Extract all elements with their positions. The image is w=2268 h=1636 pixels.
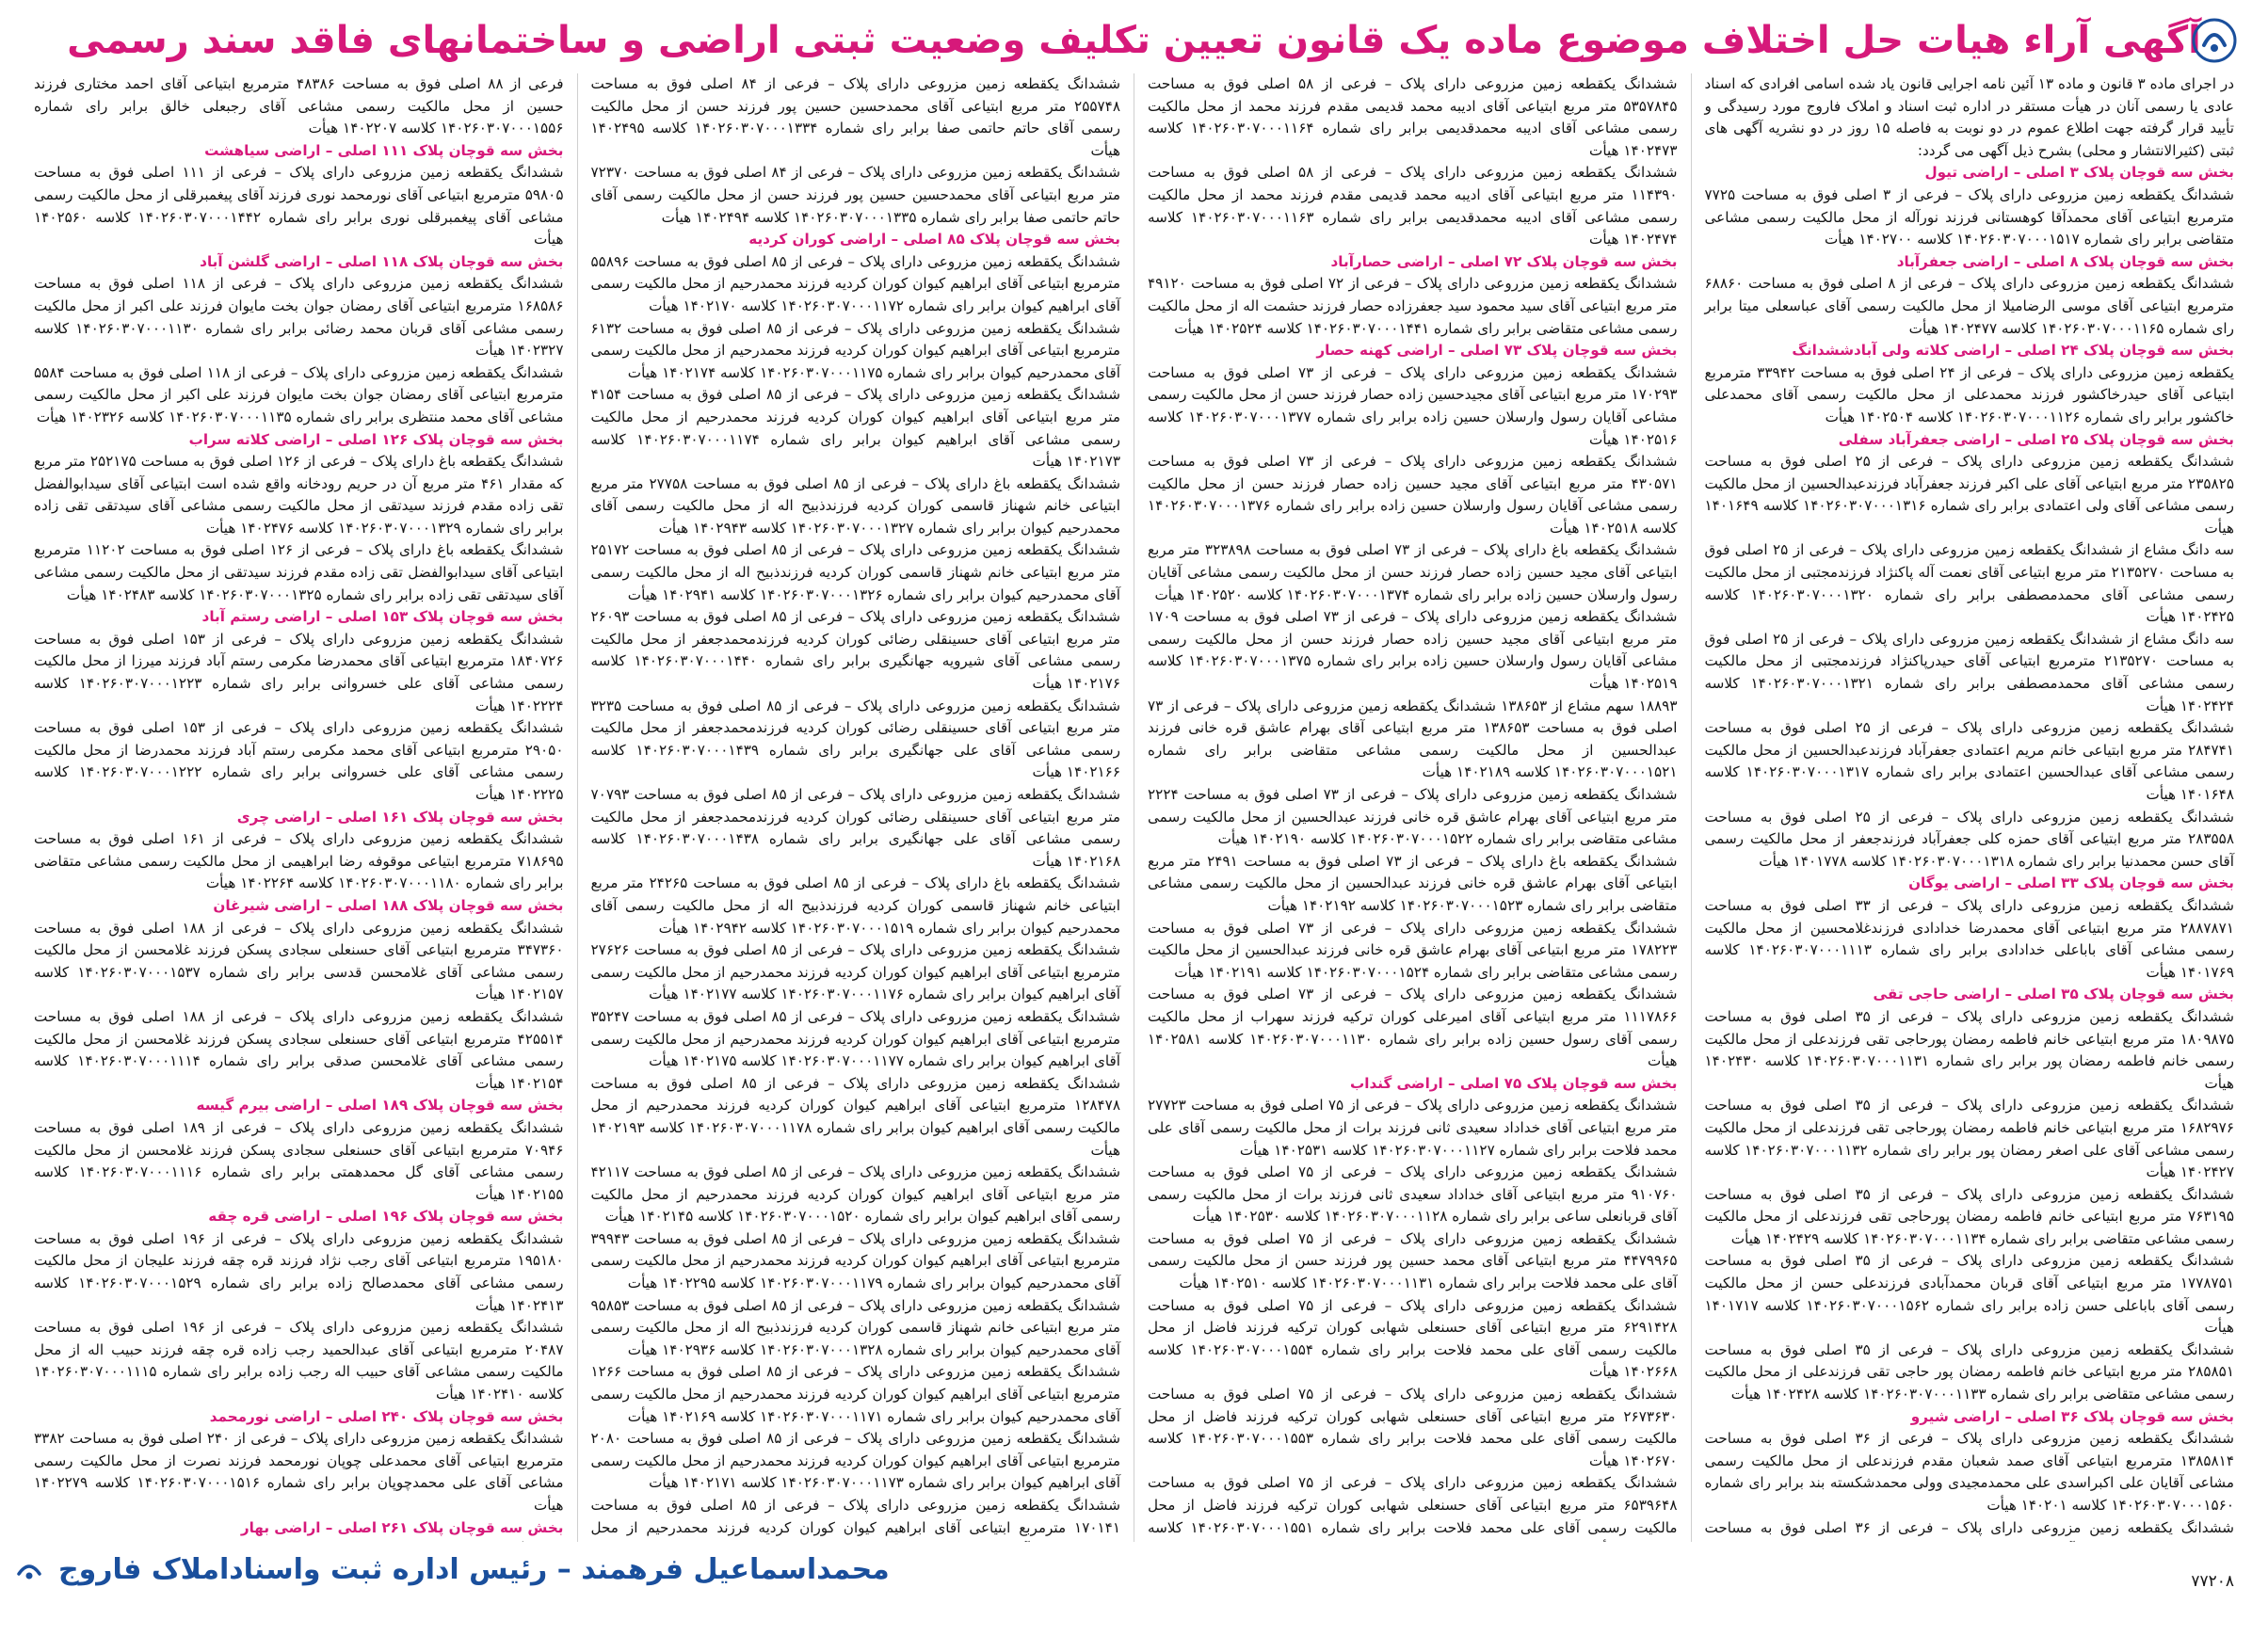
- notice-paragraph: ششدانگ یکقطعه زمین مزروعی دارای پلاک – فرعی از ۳۵ اصلی فوق به مساحت ۱۸۰۹۸۷۵ متر مربع ابتیاعی خانم فاطمه رمضان پورحاجی تقی فرزندعلی از محل مالکیت رسمی خانم فاطمه رمضان پور برابر رای شماره ۱۴۰۲۶۰۳۰۷۰۰۰۱۱۳۱ کلاسه ۱۴۰۲۴۳۰ هیأت: [1704, 1007, 2234, 1092]
- section-heading: بخش سه قوچان پلاک ۲۶۱ اصلی – اراضی بهار: [240, 1518, 564, 1536]
- notice-paragraph: ششدانگ یکقطعه زمین مزروعی دارای پلاک – فرعی از ۷۳ اصلی فوق به مساحت ۲۲۲۴ متر مربع ابتیاعی آقای بهرام عاشق قره خانی فرزند عبدالحسین از محل مالکیت رسمی مشاعی متقاضی برابر رای شماره ۱۴۰۲۶۰۳۰۷۰۰۰۱۵۲۲ کلاسه ۱۴۰۲۱۹۰ هیأت: [1148, 786, 1678, 848]
- notice-paragraph: ششدانگ یکقطعه زمین مزروعی دارای پلاک – فرعی از ۳ اصلی فوق به مساحت ۷۷۲۵ مترمربع ابتیاعی آقای محمدآقا کوهستانی فرزند نورآله از محل مالکیت رسمی مشاعی متقاضی برابر رای شماره ۱۴۰۲۶۰۳۰۷۰۰۰۱۵۱۷ کلاسه ۱۴۰۲۷۰۰ هیأت: [1704, 185, 2235, 249]
- notice-paragraph: ششدانگ یکقطعه زمین مزروعی دارای پلاک – فرعی از ۸۵ اصلی فوق به مساحت ۵۵۸۹۶ مترمربع ابتیاعی آقای ابراهیم کیوان کوران کردیه فرزند محمدرحیم از محل مالکیت رسمی آقای ابراهیم کیوان برابر رای شماره ۱۴۰۲۶۰۳۰۷۰۰۰۱۱۷۲ کلاسه ۱۴۰۲۱۷۰ هیأت: [590, 252, 1121, 314]
- notice-paragraph: ششدانگ یکقطعه باغ دارای پلاک – فرعی از ۷۳ اصلی فوق به مساحت ۲۴۹۱ متر مربع ابتیاعی آقای بهرام عاشق قره خانی فرزند عبدالحسین از محل مالکیت رسمی مشاعی متقاضی برابر رای شماره ۱۴۰۲۶۰۳۰۷۰۰۰۱۵۲۳ کلاسه ۱۴۰۲۱۹۲ هیأت: [1148, 852, 1678, 914]
- notice-paragraph: ۱۸۸۹۳ سهم مشاع از ۱۳۸۶۵۳ ششدانگ یکقطعه زمین مزروعی دارای پلاک – فرعی از ۷۳ اصلی فوق به مساحت ۱۳۸۶۵۳ متر مربع ابتیاعی آقای بهرام عاشق قره خانی فرزند عبدالحسین از محل مالکیت رسمی مشاعی متقاضی برابر رای شماره ۱۴۰۲۶۰۳۰۷۰۰۰۱۵۲۱ کلاسه ۱۴۰۲۱۸۹ هیأت: [1148, 697, 1678, 781]
- notice-paragraph: ششدانگ یکقطعه زمین مزروعی دارای پلاک – فرعی از ۷۵ اصلی فوق به مساحت ۹۱۰۷۶۰ متر مربع ابتیاعی آقای خداداد سعیدی ثانی فرزند برات از محل مالکیت رسمی آقای قربانعلی ساعی برابر رای شماره ۱۴۰۲۶۰۳۰۷۰۰۰۱۱۲۸ کلاسه ۱۴۰۲۵۳۰ هیأت: [1148, 1163, 1678, 1226]
- notice-paragraph: ششدانگ یکقطعه زمین مزروعی دارای پلاک – فرعی از ۸۵ اصلی فوق به مساحت ۲۰۸۰ مترمربع ابتیاعی آقای ابراهیم کیوان کوران کردیه فرزند محمدرحیم از محل مالکیت رسمی آقای ابراهیم کیوان برابر رای شماره ۱۴۰۲۶۰۳۰۷۰۰۰۱۱۷۳ کلاسه ۱۴۰۲۱۷۱ هیأت: [590, 1430, 1120, 1492]
- notice-paragraph: ششدانگ یکقطعه زمین مزروعی دارای پلاک – فرعی از ۸۴ اصلی فوق به مساحت ۷۲۳۷۰ متر مربع ابتیاعی آقای محمدحسین حسین پور فرزند حسن از محل مالکیت رسمی آقای حاتم حاتمی صفا برابر رای شماره ۱۴۰۲۶۰۳۰۷۰۰۰۱۳۳۵ کلاسه ۱۴۰۲۴۹۴ هیأت: [590, 164, 1121, 226]
- notice-paragraph: ششدانگ یکقطعه زمین مزروعی دارای پلاک – فرعی از ۳۵ اصلی فوق به مساحت ۲۸۵۸۵۱ متر مربع ابتیاعی خانم فاطمه رمضان پور حاجی تقی فرزندعلی از محل مالکیت رسمی مشاعی متقاضی برابر رای شماره ۱۴۰۲۶۰۳۰۷۰۰۰۱۱۳۳ کلاسه ۱۴۰۲۴۲۸ هیأت: [1704, 1340, 2234, 1403]
- notice-paragraph: ششدانگ یکقطعه زمین مزروعی دارای پلاک – فرعی از ۷۵ اصلی فوق به مساحت ۲۷۷۲۳ متر مربع ابتیاعی آقای خداداد سعیدی ثانی فرزند برات از محل مالکیت رسمی آقای علی محمد فلاحت برابر رای شماره ۱۴۰۲۶۰۳۰۷۰۰۰۱۱۲۷ کلاسه ۱۴۰۲۵۳۱ هیأت: [1148, 1097, 1678, 1159]
- notice-paragraph: ششدانگ یکقطعه زمین مزروعی دارای پلاک – فرعی از ۷۳ اصلی فوق به مساحت ۴۳۰۵۷۱ متر مربع ابتیاعی آقای مجید حسین زاده حصار فرزند حسن از محل مالکیت رسمی مشاعی آقایان رسول وارسلان حسین زاده برابر رای شماره ۱۴۰۲۶۰۳۰۷۰۰۰۱۳۷۶ کلاسه ۱۴۰۲۵۱۸ هیأت: [1148, 453, 1678, 537]
- notice-paragraph: ششدانگ یکقطعه زمین مزروعی دارای پلاک – فرعی از ۸۵ اصلی فوق به مساحت ۴۱۵۴ متر مربع ابتیاعی آقای ابراهیم کیوان کوران کردیه فرزند محمدرحیم از محل مالکیت رسمی مشاعی آقای ابراهیم کیوان برابر رای شماره ۱۴۰۲۶۰۳۰۷۰۰۰۱۱۷۴ کلاسه ۱۴۰۲۱۷۳ هیأت: [590, 386, 1120, 471]
- notice-paragraph: یکقطعه زمین مزروعی دارای پلاک – فرعی از ۲۴ اصلی فوق به مساحت ۳۳۹۴۲ مترمربع ابتیاعی آقای حیدرخاکشور فرزند محمدعلی از محل مالکیت رسمی آقای محمدعلی خاکشور برابر رای شماره ۱۴۰۲۶۰۳۰۷۰۰۰۱۱۲۶ کلاسه ۱۴۰۲۵۰۴ هیأت: [1704, 363, 2234, 425]
- notice-columns: [21, 73, 2247, 1542]
- notice-paragraph: فرعی از ۸۸ اصلی فوق به مساحت ۴۸۳۸۶ مترمربع ابتیاعی آقای احمد مختاری فرزند حسین از محل مالکیت رسمی مشاعی آقای رجبعلی خالق برابر رای شماره ۱۴۰۲۶۰۳۰۷۰۰۰۱۵۵۶ کلاسه ۱۴۰۲۲۰۷ هیأت: [34, 75, 564, 137]
- notice-column: [21, 73, 577, 1542]
- notice-paragraph: ششدانگ یکقطعه زمین مزروعی دارای پلاک – فرعی از ۵۸ اصلی فوق به مساحت ۱۱۴۳۹۰ متر مربع ابتیاعی آقای ادیبه محمد قدیمی مقدم فرزند محمد از محل مالکیت رسمی مشاعی آقای ادیبه محمدقدیمی برابر رای شماره ۱۴۰۲۶۰۳۰۷۰۰۰۱۱۶۳ کلاسه ۱۴۰۲۴۷۴ هیأت: [1148, 164, 1678, 249]
- section-heading: بخش سه قوچان پلاک ۲۵ اصلی – اراضی جعفرآباد سفلی: [1838, 430, 2234, 448]
- notice-paragraph: ششدانگ یکقطعه زمین مزروعی دارای پلاک – فرعی از ۱۵۳ اصلی فوق به مساحت ۲۹۰۵۰ مترمربع ابتیاعی آقای محمد مکرمی رستم آباد فرزند محمدرضا از محل مالکیت رسمی مشاعی آقای علی خسروانی برابر رای شماره ۱۴۰۲۶۰۳۰۷۰۰۰۱۲۲۲ کلاسه ۱۴۰۲۲۲۵ هیأت: [34, 719, 564, 803]
- notice-paragraph: ششدانگ یکقطعه زمین مزروعی دارای پلاک – فرعی از ۸۴ اصلی فوق به مساحت ۲۵۵۷۴۸ متر مربع ابتیاعی آقای محمدحسین حسین پور فرزند حسن از محل مالکیت رسمی آقای حاتم حاتمی صفا برابر رای شماره ۱۴۰۲۶۰۳۰۷۰۰۰۱۳۳۴ کلاسه ۱۴۰۲۴۹۵ هیأت: [590, 75, 1120, 159]
- notice-paragraph: ششدانگ یکقطعه زمین مزروعی دارای پلاک – فرعی از ۸۵ اصلی فوق به مساحت ۹۵۸۵۳ متر مربع ابتیاعی خانم شهناز قاسمی کوران کردیه فرزندذبیح اله از محل مالکیت رسمی آقای محمدرحیم کیوان برابر رای شماره ۱۴۰۲۶۰۳۰۷۰۰۰۱۳۲۸ کلاسه ۱۴۰۲۹۳۶ هیأت: [590, 1296, 1121, 1358]
- notice-paragraph: ششدانگ یکقطعه زمین مزروعی دارای پلاک – فرعی از ۷۳ اصلی فوق به مساحت ۱۷۰۲۹۳ متر مربع ابتیاعی آقای مجیدحسین زاده حصار فرزند حسن از محل مالکیت رسمی مشاعی آقایان رسول وارسلان حسین زاده برابر رای شماره ۱۴۰۲۶۰۳۰۷۰۰۰۱۳۷۷ کلاسه ۱۴۰۲۵۱۶ هیأت: [1148, 363, 1678, 448]
- notice-paragraph: ششدانگ یکقطعه زمین مزروعی دارای پلاک – فرعی از ۳۵ اصلی فوق به مساحت ۷۶۳۱۹۵ متر مربع ابتیاعی خانم فاطمه رمضان پورحاجی تقی فرزندعلی از محل مالکیت رسمی مشاعی متقاضی برابر رای شماره ۱۴۰۲۶۰۳۰۷۰۰۰۱۱۳۴ کلاسه ۱۴۰۲۴۲۹ هیأت: [1704, 1185, 2234, 1247]
- notice-paragraph: ششدانگ یکقطعه زمین مزروعی دارای پلاک – فرعی از ۵۸ اصلی فوق به مساحت ۵۳۵۷۸۴۵ متر مربع ابتیاعی آقای ادیبه محمد قدیمی مقدم فرزند محمد از محل مالکیت رسمی مشاعی آقای ادیبه محمدقدیمی برابر رای شماره ۱۴۰۲۶۰۳۰۷۰۰۰۱۱۶۴ کلاسه ۱۴۰۲۴۷۳ هیأت: [1148, 75, 1678, 159]
- notice-header: [21, 13, 2247, 68]
- section-heading: بخش سه قوچان پلاک ۸۵ اصلی – اراضی کوران کردیه: [748, 231, 1120, 249]
- notice-paragraph: ششدانگ یکقطعه زمین مزروعی دارای پلاک – فرعی از ۱۸۸ اصلی فوق به مساحت ۳۴۷۳۶۰ مترمربع ابتیاعی آقای حسنعلی سجادی پسکن فرزند غلامحسن از محل مالکیت رسمی مشاعی آقای غلامحسن قدسی برابر رای شماره ۱۴۰۲۶۰۳۰۷۰۰۰۱۵۳۷ کلاسه ۱۴۰۲۱۵۷ هیأت: [34, 919, 564, 1003]
- notice-paragraph: ششدانگ یکقطعه زمین مزروعی دارای پلاک – فرعی از ۸۵ اصلی فوق به مساحت ۱۲۶۶ مترمربع ابتیاعی آقای ابراهیم کیوان کوران کردیه فرزند محمدرحیم از محل مالکیت رسمی آقای محمدرحیم کیوان برابر رای شماره ۱۴۰۲۶۰۳۰۷۰۰۰۱۱۷۱ کلاسه ۱۴۰۲۱۶۹ هیأت: [590, 1363, 1120, 1425]
- section-heading: بخش سه قوچان پلاک ۱۸۹ اصلی – اراضی بیرم گیسه: [196, 1097, 564, 1115]
- notice-paragraph: ششدانگ یکقطعه زمین مزروعی دارای پلاک – فرعی از ۱۸۸ اصلی فوق به مساحت ۴۲۵۵۱۴ مترمربع ابتیاعی آقای حسنعلی سجادی پسکن فرزند غلامحسن از محل مالکیت رسمی مشاعی آقای غلامحسن صدقی برابر رای شماره ۱۴۰۲۶۰۳۰۷۰۰۰۱۱۱۴ کلاسه ۱۴۰۲۱۵۴ هیأت: [34, 1007, 564, 1092]
- notice-paragraph: ششدانگ یکقطعه زمین مزروعی دارای پلاک – فرعی از ۳۶ اصلی فوق به مساحت ۱۳۸۵۸۱۴ مترمربع ابتیاعی آقای صمد شعبان مقدم فرزندعلی از محل مالکیت رسمی مشاعی آقایان علی اکبراسدی علی محمدمجیدی وولی محمدشکسته بند برابر رای شماره ۱۴۰۲۶۰۳۰۷۰۰۰۱۵۶۰ کلاسه ۱۴۰۲۰۱ هیأت: [1704, 1430, 2234, 1514]
- notice-column: [577, 73, 1134, 1542]
- notice-paragraph: ششدانگ یکقطعه باغ دارای پلاک – فرعی از ۸۵ اصلی فوق به مساحت ۲۴۲۶۵ متر مربع ابتیاعی خانم شهناز قاسمی کوران کردیه فرزندذبیح اله از محل مالکیت رسمی آقای محمدرحیم کیوان برابر رای شماره ۱۴۰۲۶۰۳۰۷۰۰۰۱۵۱۹ کلاسه ۱۴۰۲۹۴۲ هیأت: [590, 874, 1120, 937]
- notice-paragraph: ششدانگ یکقطعه زمین مزروعی دارای پلاک – فرعی از ۳۵ اصلی فوق به مساحت ۱۶۸۲۹۷۶ متر مربع ابتیاعی خانم فاطمه رمضان پورحاجی تقی فرزندعلی از محل مالکیت رسمی مشاعی آقای علی اصغر رمضان پور برابر رای شماره ۱۴۰۲۶۰۳۰۷۰۰۰۱۱۳۲ کلاسه ۱۴۰۲۴۲۷ هیأت: [1704, 1097, 2234, 1181]
- notice-paragraph: ششدانگ یکقطعه زمین مزروعی دارای پلاک – فرعی از ۲۵ اصلی فوق به مساحت ۲۸۳۵۵۸ متر مربع ابتیاعی آقای حمزه کلی جعفرآباد فرزندجعفر از محل مالکیت رسمی آقای حسن محمدنیا برابر رای شماره ۱۴۰۲۶۰۳۰۷۰۰۰۱۳۱۸ کلاسه ۱۴۰۱۷۷۸ هیأت: [1704, 808, 2234, 870]
- notice-paragraph: ششدانگ یکقطعه زمین مزروعی دارای پلاک – فرعی از ۷۲ اصلی فوق به مساحت ۴۹۱۲۰ متر مربع ابتیاعی آقای سید محمود سید جعفرزاده حصار فرزند حشمت اله از محل مالکیت رسمی مشاعی متقاضی برابر رای شماره ۱۴۰۲۶۰۳۰۷۰۰۰۱۴۴۱ کلاسه ۱۴۰۲۵۲۴ هیأت: [1148, 275, 1678, 337]
- notice-paragraph: سه دانگ مشاع از ششدانگ یکقطعه زمین مزروعی دارای پلاک – فرعی از ۲۵ اصلی فوق به مساحت ۲۱۳۵۲۷۰ متر مربع ابتیاعی آقای نعمت آله پاکنژاد فرزندمجتبی از محل مالکیت رسمی مشاعی آقای محمدمصطفی برابر رای شماره ۱۴۰۲۶۰۳۰۷۰۰۰۱۳۲۰ کلاسه ۱۴۰۲۴۲۵ هیأت: [1704, 541, 2234, 626]
- notice-paragraph: ششدانگ یکقطعه زمین مزروعی دارای پلاک – فرعی از ۷۵ اصلی فوق به مساحت ۶۵۳۹۶۴۸ متر مربع ابتیاعی آقای حسنعلی شهابی کوران ترکیه فرزند فاضل از محل مالکیت رسمی آقای علی محمد فلاحت برابر رای شماره ۱۴۰۲۶۰۳۰۷۰۰۰۱۵۵۱ کلاسه: [1148, 1474, 1678, 1536]
- section-heading: بخش سه قوچان پلاک ۱۸۸ اصلی – اراضی شیرغان: [213, 896, 564, 914]
- notice-paragraph: ششدانگ یکقطعه زمین مزروعی دارای پلاک – فرعی از ۸۵ اصلی فوق به مساحت ۴۲۱۱۷ متر مربع ابتیاعی آقای ابراهیم کیوان کوران کردیه فرزند محمدرحیم از محل مالکیت رسمی آقای ابراهیم کیوان برابر رای شماره ۱۴۰۲۶۰۳۰۷۰۰۰۱۵۲۰ کلاسه ۱۴۰۲۱۴۵ هیأت: [590, 1163, 1121, 1226]
- notice-title: آگهی آراء هیات حل اختلاف موضوع ماده یک قانون تعیین تکلیف وضعیت ثبتی اراضی و ساختمانهای فاقد سند رسمی: [67, 19, 2201, 62]
- notice-paragraph: ششدانگ یکقطعه زمین مزروعی دارای پلاک – فرعی از ۳۳ اصلی فوق به مساحت ۲۸۸۷۸۷۱ متر مربع ابتیاعی آقای محمدرضا خدادادی فرزندغلامحسین از محل مالکیت رسمی مشاعی آقای باباعلی خدادادی برابر رای شماره ۱۴۰۲۶۰۳۰۷۰۰۰۱۱۱۳ کلاسه ۱۴۰۱۷۶۹ هیأت: [1704, 896, 2234, 981]
- notice-paragraph: ششدانگ یکقطعه زمین مزروعی دارای پلاک – فرعی از ۸ اصلی فوق به مساحت ۶۸۸۶۰ مترمربع ابتیاعی آقای موسی الرضامیلا از محل مالکیت رسمی آقای عباسعلی میتا برابر رای شماره ۱۴۰۲۶۰۳۰۷۰۰۰۱۱۶۵ کلاسه ۱۴۰۲۴۷۷ هیأت: [1704, 275, 2234, 337]
- notice-paragraph: ششدانگ یکقطعه زمین مزروعی دارای پلاک – فرعی از ۱۶۱ اصلی فوق به مساحت ۷۱۸۶۹۵ مترمربع ابتیاعی موقوفه رضا ابراهیمی از محل مالکیت رسمی مشاعی متقاضی برابر رای شماره ۱۴۰۲۶۰۳۰۷۰۰۰۱۱۸۰ کلاسه ۱۴۰۲۲۶۴ هیأت: [34, 830, 564, 892]
- notice-paragraph: ششدانگ یکقطعه باغ دارای پلاک – فرعی از ۷۳ اصلی فوق به مساحت ۳۲۳۸۹۸ متر مربع ابتیاعی آقای مجید حسین زاده حصار فرزند حسن از محل مالکیت رسمی مشاعی آقایان رسول وارسلان حسین زاده برابر رای شماره ۱۴۰۲۶۰۳۰۷۰۰۰۱۳۷۴ کلاسه ۱۴۰۲۵۲۰ هیأت: [1148, 541, 1678, 603]
- notice-paragraph: ششدانگ یکقطعه زمین مزروعی دارای پلاک – فرعی از ۷۳ اصلی فوق به مساحت ۱۷۸۲۲۳ متر مربع ابتیاعی آقای بهرام عاشق قره خانی فرزند عبدالحسین از محل مالکیت رسمی مشاعی متقاضی برابر رای شماره ۱۴۰۲۶۰۳۰۷۰۰۰۱۵۲۴ کلاسه ۱۴۰۲۱۹۱ هیأت: [1148, 919, 1678, 981]
- notice-paragraph: ششدانگ یکقطعه زمین مزروعی دارای پلاک – فرعی از ۸۵ اصلی فوق به مساحت ۷۰۷۹۳ متر مربع ابتیاعی آقای حسینقلی رضائی کوران کردیه فرزندمحمدجعفر از محل مالکیت رسمی مشاعی آقای علی جهانگیری برابر رای شماره ۱۴۰۲۶۰۳۰۷۰۰۰۱۴۳۸ کلاسه ۱۴۰۲۱۶۸ هیأت: [590, 786, 1121, 870]
- notice-paragraph: ششدانگ یکقطعه زمین مزروعی دارای پلاک – فرعی از ۲۵ اصلی فوق به مساحت ۲۳۵۸۲۵ متر مربع ابتیاعی آقای علی اکبر فرزند جعفرآباد فرزندعبدالحسین از محل مالکیت رسمی مشاعی آقای ولی اعتمادی برابر رای شماره ۱۴۰۲۶۰۳۰۷۰۰۰۱۳۱۶ کلاسه ۱۴۰۱۶۴۹ هیأت: [1704, 453, 2234, 537]
- section-heading: بخش سه قوچان پلاک ۸ اصلی – اراضی جعفرآباد: [1896, 252, 2234, 270]
- notice-paragraph: ششدانگ یکقطعه زمین مزروعی دارای پلاک – فرعی از ۷۵ اصلی فوق به مساحت ۴۴۷۹۹۶۵ متر مربع ابتیاعی آقای محمد حسین پور فرزند حسن از محل مالکیت رسمی آقای علی محمد فلاحت برابر رای شماره ۱۴۰۲۶۰۳۰۷۰۰۰۱۱۳۱ کلاسه ۱۴۰۲۵۱۰ هیأت: [1148, 1229, 1678, 1292]
- notice-column: [1134, 73, 1691, 1542]
- section-heading: بخش سه قوچان پلاک ۱۱۸ اصلی – اراضی گلشن آباد: [200, 252, 564, 270]
- notice-paragraph: ششدانگ یکقطعه زمین مزروعی دارای پلاک – فرعی از ۸۵ اصلی فوق به مساحت ۲۶۰۹۳ متر مربع ابتیاعی آقای حسینقلی رضائی کوران کردیه فرزندمحمدجعفر از محل مالکیت رسمی مشاعی آقای شیرویه جهانگیری برابر رای شماره ۱۴۰۲۶۰۳۰۷۰۰۰۱۴۴۰ کلاسه ۱۴۰۲۱۷۶ هیأت: [590, 608, 1121, 693]
- notice-paragraph: ششدانگ یکقطعه زمین مزروعی دارای پلاک – فرعی از ۱۹۶ اصلی فوق به مساحت ۲۰۴۸۷ مترمربع ابتیاعی آقای عبدالحمید رجب زاده قره چقه فرزند حبیب اله از محل مالکیت رسمی مشاعی آقای حبیب اله رجب زاده برابر رای شماره ۱۴۰۲۶۰۳۰۷۰۰۰۱۱۱۵ کلاسه ۱۴۰۲۴۱۰ هیأت: [34, 1319, 564, 1403]
- section-heading: بخش سه قوچان پلاک ۳۳ اصلی – اراضی یوگان: [1908, 874, 2234, 892]
- notice-paragraph: [34, 1539, 564, 1542]
- section-heading: بخش سه قوچان پلاک ۷۳ اصلی – اراضی کهنه حصار: [1316, 342, 1678, 360]
- section-heading: بخش سه قوچان پلاک ۲۴۰ اصلی – اراضی نورمحمد: [209, 1407, 564, 1425]
- notice-paragraph: ششدانگ یکقطعه زمین مزروعی دارای پلاک – فرعی از ۱۱۸ اصلی فوق به مساحت ۵۵۸۴ مترمربع ابتیاعی آقای رمضان جوان بخت مایوان فرزند علی اکبر از محل مالکیت رسمی مشاعی آقای محمد منتظری برابر رای شماره ۱۴۰۲۶۰۳۰۷۰۰۰۱۱۳۵ کلاسه ۱۴۰۲۳۲۶ هیأت: [34, 363, 564, 425]
- notice-paragraph: ششدانگ یکقطعه زمین مزروعی دارای پلاک – فرعی از ۸۵ اصلی فوق به مساحت ۲۷۶۲۶ مترمربع ابتیاعی آقای ابراهیم کیوان کوران کردیه فرزند محمدرحیم از محل مالکیت رسمی آقای ابراهیم کیوان برابر رای شماره ۱۴۰۲۶۰۳۰۷۰۰۰۱۱۷۶ کلاسه ۱۴۰۲۱۷۷ هیأت: [590, 941, 1121, 1003]
- notice-paragraph: ششدانگ یکقطعه زمین مزروعی دارای پلاک – فرعی از ۱۱۱ اصلی فوق به مساحت ۵۹۸۰۵ مترمربع ابتیاعی آقای نورمحمد نوری فرزند آقای پیغمبرقلی از محل مالکیت رسمی مشاعی آقای پیغمبرقلی نوری برابر رای شماره ۱۴۰۲۶۰۳۰۷۰۰۰۱۴۴۲ کلاسه ۱۴۰۲۵۶۰ هیأت: [34, 164, 564, 249]
- notice-paragraph: ششدانگ یکقطعه زمین مزروعی دارای پلاک – فرعی از ۷۵ اصلی فوق به مساحت ۲۶۷۳۶۳۰ متر مربع ابتیاعی آقای حسنعلی شهابی کوران ترکیه فرزند فاضل از محل مالکیت رسمی آقای علی محمد فلاحت برابر رای شماره ۱۴۰۲۶۰۳۰۷۰۰۰۱۵۵۳ کلاسه ۱۴۰۲۶۷۰ هیأت: [1148, 1386, 1678, 1469]
- section-heading: بخش سه قوچان پلاک ۱۹۶ اصلی – اراضی قره چقه: [208, 1208, 564, 1226]
- section-heading: بخش سه قوچان پلاک ۱۲۶ اصلی – اراضی کلاته سراب: [188, 430, 564, 448]
- notice-paragraph: ششدانگ یکقطعه زمین مزروعی دارای پلاک – فرعی از ۸۵ اصلی فوق به مساحت ۳۲۳۵ متر مربع ابتیاعی آقای حسینقلی رضائی کوران کردیه فرزندمحمدجعفر از محل مالکیت رسمی مشاعی آقای علی جهانگیری برابر رای شماره ۱۴۰۲۶۰۳۰۷۰۰۰۱۴۳۹ کلاسه ۱۴۰۲۱۶۶ هیأت: [590, 697, 1120, 781]
- notice-paragraph: ششدانگ یکقطعه باغ دارای پلاک – فرعی از ۸۵ اصلی فوق به مساحت ۲۷۷۵۸ متر مربع ابتیاعی خانم شهناز قاسمی کوران کردیه فرزندذبیح اله از محل مالکیت رسمی آقای محمدرحیم کیوان برابر رای شماره ۱۴۰۲۶۰۳۰۷۰۰۰۱۳۲۷ کلاسه ۱۴۰۲۹۴۳ هیأت: [590, 474, 1120, 537]
- section-heading: بخش سه قوچان پلاک ۳۵ اصلی – اراضی حاجی تقی: [1873, 986, 2234, 1003]
- notice-paragraph: ششدانگ یکقطعه زمین مزروعی دارای پلاک – فرعی از ۷۳ اصلی فوق به مساحت ۱۱۱۷۸۶۶ متر مربع ابتیاعی آقای امیرعلی کوران ترکیه فرزند سهراب از محل مالکیت رسمی آقای رسول حسین زاده برابر رای شماره ۱۴۰۲۶۰۳۰۷۰۰۰۱۱۳۰ کلاسه ۱۴۰۲۵۸۱ هیأت: [1148, 986, 1678, 1070]
- section-heading: بخش سه قوچان پلاک ۱۶۱ اصلی – اراضی چری: [236, 808, 564, 826]
- notice-paragraph: ششدانگ یکقطعه زمین مزروعی دارای پلاک – فرعی از ۸۵ اصلی فوق به مساحت ۳۹۹۴۳ مترمربع ابتیاعی آقای ابراهیم کیوان کوران کردیه فرزند محمدرحیم از محل مالکیت رسمی آقای محمدرحیم کیوان برابر رای شماره ۱۴۰۲۶۰۳۰۷۰۰۰۱۱۷۹ کلاسه ۱۴۰۲۲۹۵ هیأت: [590, 1229, 1121, 1292]
- notice-paragraph: ششدانگ یکقطعه زمین مزروعی دارای پلاک – فرعی از ۷۳ اصلی فوق به مساحت ۱۷۰۹ متر مربع ابتیاعی آقای مجید حسین زاده حصار فرزند حسن از محل مالکیت رسمی مشاعی آقایان رسول وارسلان حسین زاده برابر رای شماره ۱۴۰۲۶۰۳۰۷۰۰۰۱۳۷۵ کلاسه ۱۴۰۲۵۱۹ هیأت: [1148, 608, 1678, 693]
- registry-logo-icon: [2191, 17, 2238, 64]
- notice-paragraph: ششدانگ یکقطعه زمین مزروعی دارای پلاک – فرعی از ۸۵ اصلی فوق به مساحت ۱۲۸۴۷۸ مترمربع ابتیاعی آقای ابراهیم کیوان کوران کردیه فرزند محمدرحیم از محل مالکیت رسمی آقای ابراهیم کیوان برابر رای شماره ۱۴۰۲۶۰۳۰۷۰۰۰۱۱۷۸ کلاسه ۱۴۰۲۱۹۳ هیأت: [590, 1074, 1120, 1159]
- notice-paragraph: ششدانگ یکقطعه زمین مزروعی دارای پلاک – فرعی از ۳۶ اصلی فوق به مساحت: [1704, 1518, 2234, 1536]
- notice-column: [1691, 73, 2248, 1542]
- notice-paragraph: ششدانگ یکقطعه زمین مزروعی دارای پلاک – فرعی از ۱۵۳ اصلی فوق به مساحت ۱۸۴۰۷۲۶ مترمربع ابتیاعی آقای محمدرضا مکرمی رستم آباد فرزند میرزا از محل مالکیت رسمی مشاعی آقای علی خسروانی برابر رای شماره ۱۴۰۲۶۰۳۰۷۰۰۰۱۲۲۳ کلاسه ۱۴۰۲۲۲۴ هیأت: [34, 630, 564, 714]
- notice-paragraph: ششدانگ یکقطعه زمین مزروعی دارای پلاک – فرعی از ۸۵ اصلی فوق به مساحت ۱۷۰۱۴۱ مترمربع ابتیاعی آقای ابراهیم کیوان کوران کردیه فرزند محمدرحیم از محل: [590, 1497, 1120, 1536]
- notice-paragraph: سه دانگ مشاع از ششدانگ یکقطعه زمین مزروعی دارای پلاک – فرعی از ۲۵ اصلی فوق به مساحت ۲۱۳۵۲۷۰ مترمربع ابتیاعی آقای حیدرپاکنژاد فرزندمجتبی از محل مالکیت رسمی مشاعی آقای محمدمصطفی برابر رای شماره ۱۴۰۲۶۰۳۰۷۰۰۰۱۳۲۱ کلاسه ۱۴۰۲۴۲۴ هیأت: [1704, 630, 2234, 714]
- notice-paragraph: ششدانگ یکقطعه زمین مزروعی دارای پلاک – فرعی از ۲۵ اصلی فوق به مساحت ۲۸۴۷۴۱ متر مربع ابتیاعی خانم مریم اعتمادی جعفرآباد فرزندعبدالحسین از محل مالکیت رسمی مشاعی آقای عبدالحسین اعتمادی برابر رای شماره ۱۴۰۲۶۰۳۰۷۰۰۰۱۳۱۷ کلاسه ۱۴۰۱۶۴۸ هیأت: [1704, 719, 2234, 803]
- section-heading: بخش سه قوچان پلاک ۷۲ اصلی – اراضی حصارآباد: [1330, 252, 1678, 270]
- notice-paragraph: ششدانگ یکقطعه زمین مزروعی دارای پلاک – فرعی از ۸۵ اصلی فوق به مساحت ۲۵۱۷۲ متر مربع ابتیاعی خانم شهناز قاسمی کوران کردیه فرزندذبیح اله از محل مالکیت رسمی آقای محمدرحیم کیوان برابر رای شماره ۱۴۰۲۶۰۳۰۷۰۰۰۱۳۲۶ کلاسه ۱۴۰۲۹۴۱ هیأت: [590, 541, 1121, 603]
- registry-emblem-icon: [15, 1557, 43, 1585]
- publication-number: ۷۷۲۰۸: [2191, 1572, 2234, 1591]
- notice-paragraph: ششدانگ یکقطعه زمین مزروعی دارای پلاک – فرعی از ۱۹۶ اصلی فوق به مساحت ۱۹۵۱۸۰ مترمربع ابتیاعی آقای رجب نژاد فرزند قره چقه فرزند علیجان از محل مالکیت رسمی مشاعی آقای محمدصالح زاده برابر رای شماره ۱۴۰۲۶۰۳۰۷۰۰۰۱۵۲۹ کلاسه ۱۴۰۲۴۱۳ هیأت: [34, 1229, 564, 1314]
- notice-paragraph: ششدانگ یکقطعه زمین مزروعی دارای پلاک – فرعی از ۸۵ اصلی فوق به مساحت ۳۵۲۴۷ مترمربع ابتیاعی آقای ابراهیم کیوان کوران کردیه فرزند محمدرحیم از محل مالکیت رسمی آقای ابراهیم کیوان برابر رای شماره ۱۴۰۲۶۰۳۰۷۰۰۰۱۱۷۷ کلاسه ۱۴۰۲۱۷۵ هیأت: [590, 1007, 1121, 1070]
- notice-paragraph: ششدانگ یکقطعه باغ دارای پلاک – فرعی از ۱۲۶ اصلی فوق به مساحت ۲۵۲۱۷۵ متر مربع که مقدار ۴۶۱ متر مربع آن در حریم رودخانه واقع شده است ابتیاعی آقای سیدابوالفضل تقی زاده مقدم فرزند سیدتقی از محل مالکیت رسمی مشاعی آقای سیدتقی تقی زاده برابر رای شماره ۱۴۰۲۶۰۳۰۷۰۰۰۱۳۲۹ کلاسه ۱۴۰۲۴۷۶ هیأت: [34, 453, 564, 537]
- notice-paragraph: ششدانگ یکقطعه زمین مزروعی دارای پلاک – فرعی از ۱۱۸ اصلی فوق به مساحت ۱۶۸۵۸۶ مترمربع ابتیاعی آقای رمضان جوان بخت مایوان فرزند علی اکبر از محل مالکیت رسمی مشاعی آقای قربان محمد رضائی برابر رای شماره ۱۴۰۲۶۰۳۰۷۰۰۰۱۱۳۰ کلاسه ۱۴۰۲۳۲۷ هیأت: [34, 275, 564, 360]
- notice-paragraph: ششدانگ یکقطعه زمین مزروعی دارای پلاک – فرعی از ۸۵ اصلی فوق به مساحت ۶۱۳۲ مترمربع ابتیاعی آقای ابراهیم کیوان کوران کردیه فرزند محمدرحیم از محل مالکیت رسمی آقای محمدرحیم کیوان برابر رای شماره ۱۴۰۲۶۰۳۰۷۰۰۰۱۱۷۵ کلاسه ۱۴۰۲۱۷۴ هیأت: [590, 319, 1120, 381]
- notice-footer: [21, 1551, 2247, 1608]
- section-heading: بخش سه قوچان پلاک ۱۱۱ اصلی – اراضی سیاهشت: [204, 141, 564, 159]
- section-heading: بخش سه قوچان پلاک ۱۵۳ اصلی – اراضی رستم آباد: [201, 608, 564, 626]
- section-heading: بخش سه قوچان پلاک ۷۵ اصلی – اراضی گنداب: [1350, 1074, 1678, 1092]
- signature: محمداسماعیل فرهمند – رئیس اداره ثبت واسناداملاک فاروج: [58, 1553, 890, 1586]
- section-heading: بخش سه قوچان پلاک ۲۴ اصلی – اراضی کلاته ولی آبادششدانگ: [1792, 342, 2234, 360]
- notice-paragraph: ششدانگ یکقطعه باغ دارای پلاک – فرعی از ۱۲۶ اصلی فوق به مساحت ۱۱۲۰۲ مترمربع ابتیاعی آقای سیدابوالفضل تقی زاده مقدم فرزند سیدتقی از محل مالکیت رسمی مشاعی آقای سیدتقی تقی زاده برابر رای شماره ۱۴۰۲۶۰۳۰۷۰۰۰۱۳۲۵ کلاسه ۱۴۰۲۴۸۳ هیأت: [34, 541, 564, 603]
- notice-paragraph: ششدانگ یکقطعه زمین مزروعی دارای پلاک – فرعی از ۲۴۰ اصلی فوق به مساحت ۳۳۸۲ مترمربع ابتیاعی آقای محمدعلی چوپان نورمحمد فرزند نصرت از محل مالکیت رسمی مشاعی آقای علی محمدچوپان برابر رای شماره ۱۴۰۲۶۰۳۰۷۰۰۰۱۵۱۶ کلاسه ۱۴۰۲۲۷۹ هیأت: [34, 1430, 564, 1514]
- notice-paragraph: ششدانگ یکقطعه زمین مزروعی دارای پلاک – فرعی از ۷۵ اصلی فوق به مساحت ۶۲۹۱۴۲۸ متر مربع ابتیاعی آقای حسنعلی شهابی کوران ترکیه فرزند فاضل از محل مالکیت رسمی آقای علی محمد فلاحت برابر رای شماره ۱۴۰۲۶۰۳۰۷۰۰۰۱۵۵۴ کلاسه ۱۴۰۲۶۶۸ هیأت: [1148, 1296, 1678, 1381]
- section-heading: بخش سه قوچان پلاک ۳۶ اصلی – اراضی شیرو: [1910, 1407, 2234, 1425]
- section-heading: بخش سه قوچان پلاک ۳ اصلی – اراضی تیول: [1924, 164, 2234, 182]
- notice-paragraph: ششدانگ یکقطعه زمین مزروعی دارای پلاک – فرعی از ۳۵ اصلی فوق به مساحت ۱۷۷۸۷۵۱ متر مربع ابتیاعی آقای قربان محمدآبادی فرزندعلی حسن از محل مالکیت رسمی آقای باباعلی حسن زاده برابر رای شماره ۱۴۰۲۶۰۳۰۷۰۰۰۱۵۶۲ کلاسه ۱۴۰۱۷۱۷ هیأت: [1704, 1252, 2234, 1337]
- notice-paragraph: ششدانگ یکقطعه زمین مزروعی دارای پلاک – فرعی از ۱۸۹ اصلی فوق به مساحت ۷۰۹۴۶ مترمربع ابتیاعی آقای حسنعلی سجادی پسکن فرزند غلامحسن از محل مالکیت رسمی مشاعی آقای گل محمدهمتی برابر رای شماره ۱۴۰۲۶۰۳۰۷۰۰۰۱۱۱۶ کلاسه ۱۴۰۲۱۵۵ هیأت: [34, 1118, 564, 1203]
- notice-paragraph: در اجرای ماده ۳ قانون و ماده ۱۳ آئین نامه اجرایی قانون یاد شده اسامی افرادی که اسناد عادی یا رسمی آنان در هیأت مستقر در اداره ثبت اسناد و املاک فاروج مورد رسیدگی و تأیید قرار گرفته جهت اطلاع عموم در دو نوبت به فاصله ۱۵ روز در دو نشریه آگهی های ثبتی (کثیرالانتشار و محلی) بشرح ذیل آگهی می گردد:: [1704, 75, 2234, 159]
